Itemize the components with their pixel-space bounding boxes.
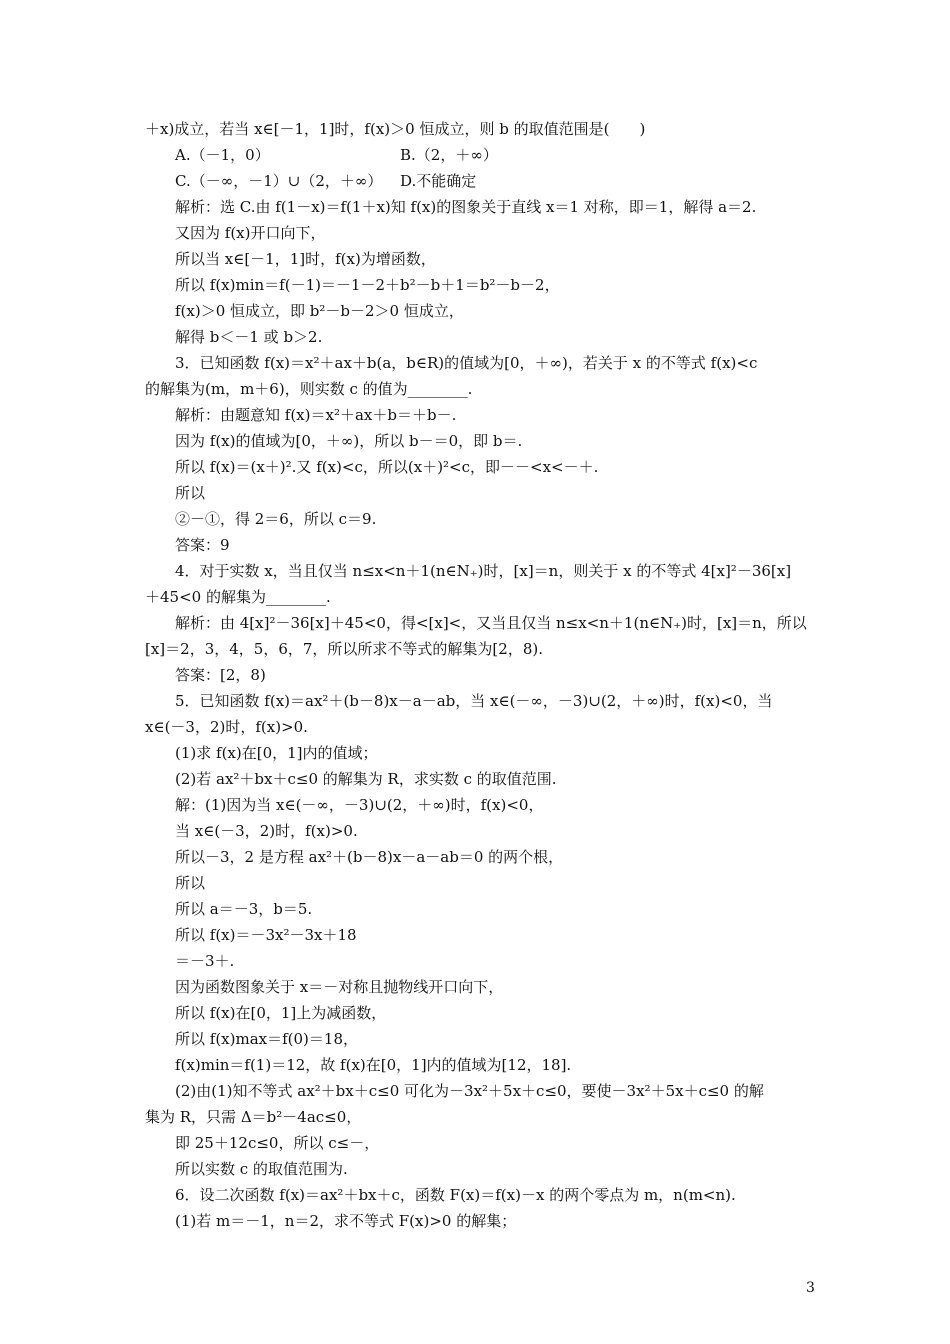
text-line: 解析：由题意知 f(x)＝x²＋ax＋b＝＋b－.	[175, 406, 457, 424]
text-line: f(x)min＝f(1)＝12，故 f(x)在[0，1]内的值域为[12，18].	[175, 1056, 572, 1074]
text-line: 的解集为(m，m＋6)，则实数 c 的值为________.	[145, 380, 473, 398]
option-row	[145, 168, 825, 194]
text-line: 又因为 f(x)开口向下，	[175, 224, 326, 242]
text-line: 所以 f(x)在[0，1]上为减函数，	[175, 1004, 387, 1022]
text-line: f(x)＞0 恒成立，即 b²－b－2＞0 恒成立，	[175, 302, 464, 320]
text-line: (2)若 ax²＋bx＋c≤0 的解集为 R，求实数 c 的取值范围.	[175, 770, 557, 788]
text-line: 所以 f(x)min＝f(－1)＝－1－2＋b²－b＋1＝b²－b－2，	[175, 276, 560, 294]
option-row	[145, 142, 825, 168]
text-line: 解得 b＜－1 或 b＞2.	[175, 328, 323, 346]
text-line: 因为函数图象关于 x＝－对称且抛物线开口向下，	[175, 978, 504, 996]
text-line: 集为 R，只需 Δ＝b²－4ac≤0，	[145, 1108, 362, 1126]
text-line: (1)若 m＝－1，n＝2，求不等式 F(x)>0 的解集；	[175, 1212, 517, 1230]
answer-option: B.（2，＋∞）	[400, 146, 498, 164]
text-line: 解析：由 4[x]²－36[x]＋45<0，得<[x]<，又当且仅当 n≤x<n＋1(n∈N₊)时，[x]＝n，所以	[175, 614, 807, 632]
text-line: 所以 f(x)max＝f(0)＝18，	[175, 1030, 358, 1048]
text-line: ＋45<0 的解集为________.	[145, 588, 331, 606]
text-line: 所以 f(x)＝－3x²－3x＋18	[175, 926, 357, 944]
text-line: ＝－3＋.	[175, 952, 235, 970]
text-line: [x]＝2，3，4，5，6，7，所以所求不等式的解集为[2，8).	[145, 640, 543, 658]
text-line: 所以	[175, 484, 206, 502]
text-line: 解析：选 C.由 f(1－x)＝f(1＋x)知 f(x)的图象关于直线 x＝1 对称，即＝1，解得 a＝2.	[175, 198, 757, 216]
text-line: 因为 f(x)的值域为[0，＋∞)，所以 b－＝0，即 b＝.	[175, 432, 523, 450]
text-line: 所以实数 c 的取值范围为.	[175, 1160, 348, 1178]
answer-option: D.不能确定	[400, 172, 477, 190]
text-line: 所以－3，2 是方程 ax²＋(b－8)x－a－ab＝0 的两个根，	[175, 848, 564, 866]
answer-option: A.（－1，0）	[175, 146, 270, 164]
text-line: (1)求 f(x)在[0，1]内的值域；	[175, 744, 378, 762]
document-body	[145, 116, 825, 1234]
text-line: ②－①，得 2＝6，所以 c＝9.	[175, 510, 377, 528]
text-line: 答案：9	[175, 536, 230, 554]
text-line: 解：(1)因为当 x∈(－∞，－3)∪(2，＋∞)时，f(x)<0，	[175, 796, 544, 814]
text-line: ＋x)成立，若当 x∈[－1，1]时，f(x)＞0 恒成立，则 b 的取值范围是( )	[145, 120, 646, 138]
answer-option: C.（－∞，－1）∪（2，＋∞）	[175, 172, 383, 190]
text-line: 3．已知函数 f(x)＝x²＋ax＋b(a，b∈R)的值域为[0，＋∞)，若关于 x 的不等式 f(x)<c	[175, 354, 758, 372]
text-line: 所以 f(x)＝(x＋)².又 f(x)<c，所以(x＋)²<c，即－－<x<－＋.	[175, 458, 599, 476]
text-line: 答案：[2，8)	[175, 666, 266, 684]
text-line: 5．已知函数 f(x)＝ax²＋(b－8)x－a－ab，当 x∈(－∞，－3)∪(2，＋∞)时，f(x)<0，当	[175, 692, 773, 710]
text-line: 所以	[175, 874, 206, 892]
text-line: x∈(－3，2)时，f(x)>0.	[145, 718, 308, 736]
text-line: 所以当 x∈[－1，1]时，f(x)为增函数，	[175, 250, 436, 268]
page-number: 3	[806, 1280, 815, 1296]
text-line: (2)由(1)知不等式 ax²＋bx＋c≤0 可化为－3x²＋5x＋c≤0，要使－3x²＋5x＋c≤0 的解	[175, 1082, 764, 1100]
text-line: 即 25＋12c≤0，所以 c≤－，	[175, 1134, 380, 1152]
text-line: 当 x∈(－3，2)时，f(x)>0.	[175, 822, 358, 840]
text-line: 所以 a＝－3，b＝5.	[175, 900, 313, 918]
text-line: 4．对于实数 x，当且仅当 n≤x<n＋1(n∈N₊)时，[x]＝n，则关于 x 的不等式 4[x]²－36[x]	[175, 562, 792, 580]
text-line: 6．设二次函数 f(x)＝ax²＋bx＋c，函数 F(x)＝f(x)－x 的两个零点为 m，n(m<n).	[175, 1186, 736, 1204]
